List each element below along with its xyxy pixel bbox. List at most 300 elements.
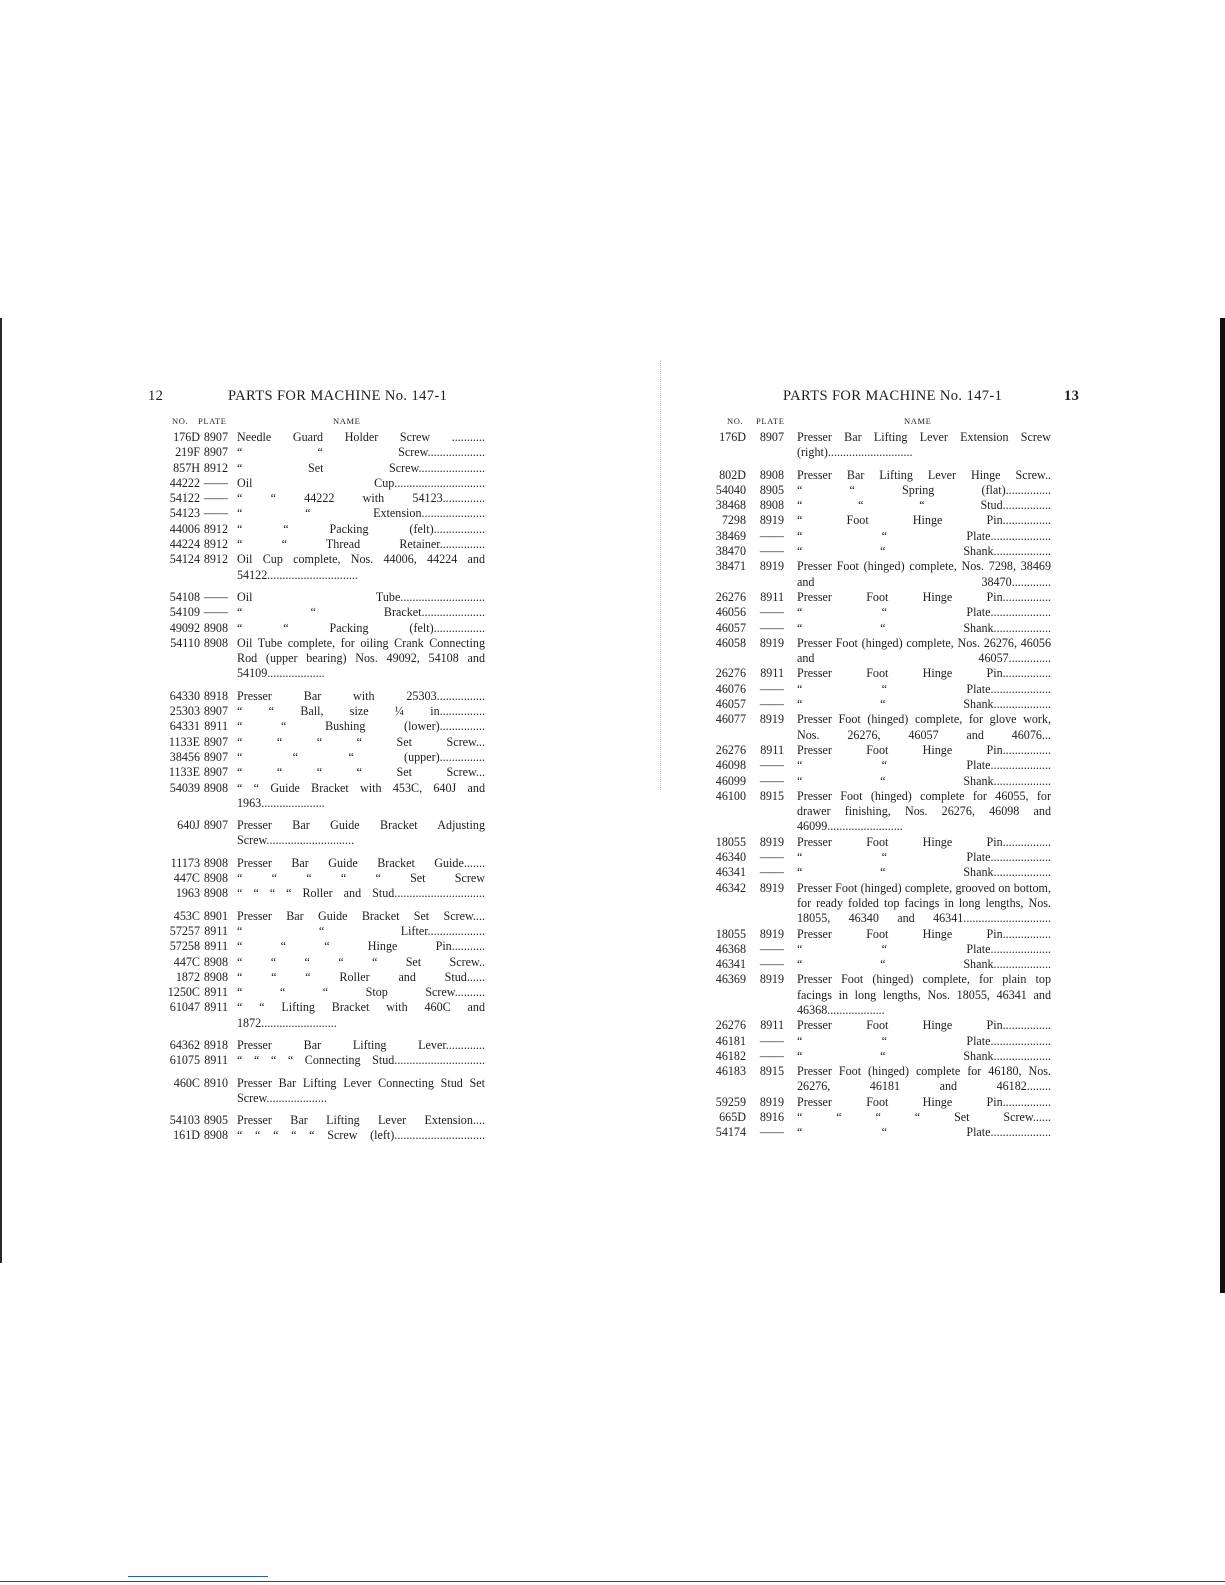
part-name: “ “ Shank...................	[797, 544, 1051, 559]
plate-number: 8907	[203, 704, 228, 719]
part-name: Presser Foot (hinged) complete, Nos. 7298, 38469 and 38470.............	[797, 559, 1051, 589]
part-number: 54123	[169, 506, 200, 521]
part-name: “ “ Lifting Bracket with 460C and 1872.........................	[237, 1000, 485, 1030]
part-name: Presser Foot Hinge Pin................	[797, 834, 1051, 849]
plate-number: 8919	[759, 712, 784, 727]
plate-number: ——	[203, 605, 228, 620]
part-number: 1133E	[168, 765, 200, 780]
part-row	[706, 498, 1051, 513]
part-name: Presser Foot Hinge Pin................	[797, 666, 1051, 681]
part-name: “ “ Lifter...................	[237, 923, 485, 938]
part-name: “ “ “ “ Connecting Stud..............................	[237, 1053, 485, 1068]
part-number: 46057	[715, 697, 746, 712]
part-name: “ “ Shank...................	[797, 957, 1051, 972]
part-name: “ “ “ “ Set Screw...	[237, 765, 485, 780]
part-name: “ “ “ (upper)...............	[237, 749, 485, 764]
part-name: “ “ Shank...................	[797, 1048, 1051, 1063]
part-row	[150, 590, 485, 605]
part-number: 38469	[715, 528, 746, 543]
plate-number: 8908	[203, 969, 228, 984]
part-row	[706, 513, 1051, 528]
part-row	[706, 850, 1051, 865]
part-number: 64331	[169, 719, 200, 734]
plate-number: 8901	[203, 908, 228, 923]
part-number: 46342	[715, 880, 746, 895]
plate-number: 8911	[204, 939, 228, 954]
plate-number: 8915	[759, 1064, 784, 1079]
plate-number: ——	[759, 528, 784, 543]
part-row	[706, 697, 1051, 712]
part-name: Presser Bar Lifting Lever Extension....	[237, 1113, 485, 1128]
part-row	[706, 972, 1051, 1018]
part-row	[706, 559, 1051, 590]
part-number: 54108	[169, 589, 200, 604]
part-name: Presser Foot Hinge Pin................	[797, 1094, 1051, 1109]
column-header-no: NO.	[172, 416, 189, 426]
part-name: “ “ Plate....................	[797, 528, 1051, 543]
plate-number: 8919	[759, 513, 784, 528]
right-page-title: PARTS FOR MACHINE No. 147-1	[783, 388, 1003, 404]
part-row	[150, 430, 485, 445]
part-name: Needle Guard Holder Screw ...........	[237, 430, 485, 444]
part-name: “ Set Screw......................	[237, 460, 485, 475]
part-number: 46058	[715, 635, 746, 650]
column-header-name: NAME	[333, 416, 361, 426]
plate-number: 8918	[203, 688, 228, 703]
part-row	[150, 476, 485, 491]
part-name: Presser Foot Hinge Pin................	[797, 589, 1051, 604]
part-number: 1250C	[167, 985, 200, 1000]
part-number: 802D	[719, 467, 746, 482]
part-number: 1872	[175, 969, 200, 984]
part-name: “ “ “ “ “ Screw (left)..............................	[237, 1128, 485, 1143]
part-name: “ “ Shank...................	[797, 773, 1051, 788]
part-number: 54122	[169, 491, 200, 506]
part-row	[706, 590, 1051, 605]
left-column-headers	[150, 416, 485, 429]
part-name: Presser Foot Hinge Pin................	[797, 742, 1051, 757]
part-number: 857H	[173, 460, 200, 475]
part-name: “ “ Plate....................	[797, 605, 1051, 620]
part-name: Presser Bar Lifting Lever Extension Screw (right)............................	[797, 430, 1051, 460]
part-row	[150, 1076, 485, 1107]
part-row	[706, 1049, 1051, 1064]
part-row	[150, 461, 485, 476]
part-number: 46057	[715, 620, 746, 635]
part-name: “ “ Extension.....................	[237, 506, 485, 521]
part-number: 18055	[715, 834, 746, 849]
plate-number: ——	[759, 681, 784, 696]
part-name: “ “ “ “ Set Screw......	[797, 1110, 1051, 1125]
plate-number: 8915	[759, 788, 784, 803]
plate-number: 8911	[204, 923, 228, 938]
part-row	[150, 621, 485, 636]
part-number: 46183	[715, 1064, 746, 1079]
part-row	[706, 1095, 1051, 1110]
part-name: “ “ Plate....................	[797, 850, 1051, 865]
part-number: 447C	[173, 954, 200, 969]
part-name: “ “ “ Stud................	[797, 498, 1051, 513]
plate-number: ——	[203, 475, 228, 490]
part-row	[706, 835, 1051, 850]
part-name: “ “ Plate....................	[797, 681, 1051, 696]
part-number: 44006	[169, 521, 200, 536]
part-number: 46369	[715, 972, 746, 987]
part-number: 57258	[169, 939, 200, 954]
part-row	[706, 1064, 1051, 1095]
part-name: “ “ Screw...................	[237, 445, 485, 460]
part-number: 46100	[715, 788, 746, 803]
part-row	[150, 765, 485, 780]
part-row	[150, 909, 485, 924]
part-number: 38468	[715, 498, 746, 513]
plate-number: 8912	[203, 537, 228, 552]
part-row	[706, 865, 1051, 880]
part-name: “ “ Plate....................	[797, 1033, 1051, 1048]
part-number: 46099	[715, 773, 746, 788]
plate-number: 8905	[759, 482, 784, 497]
plate-number: ——	[203, 589, 228, 604]
part-row	[706, 605, 1051, 620]
part-row	[150, 818, 485, 849]
scan-edge-left	[0, 318, 2, 1263]
right-page-header	[706, 388, 1080, 408]
part-row	[706, 881, 1051, 927]
part-number: 44224	[169, 537, 200, 552]
part-number: 44222	[169, 475, 200, 490]
part-row	[150, 506, 485, 521]
plate-number: 8912	[203, 521, 228, 536]
part-row	[150, 719, 485, 734]
plate-number: 8911	[760, 1018, 784, 1033]
part-name: Presser Bar Lifting Lever Hinge Screw..	[797, 467, 1051, 482]
plate-number: 8907	[203, 430, 228, 444]
right-page-number: 13	[1064, 388, 1080, 404]
part-name: “ “ “ Stop Screw..........	[237, 985, 485, 1000]
part-number: 59259	[715, 1094, 746, 1109]
part-row	[150, 871, 485, 886]
part-row	[706, 712, 1051, 743]
part-row	[706, 544, 1051, 559]
part-name: “ “ Shank...................	[797, 620, 1051, 635]
part-name: “ “ “ “ “ Set Screw	[237, 871, 485, 886]
part-number: 54039	[169, 780, 200, 795]
left-page	[150, 388, 485, 1144]
part-number: 46182	[715, 1048, 746, 1063]
part-name: “ “ Ball, size ¼ in...............	[237, 704, 485, 719]
part-name: Presser Foot Hinge Pin................	[797, 926, 1051, 941]
plate-number: 8911	[204, 1000, 228, 1015]
plate-number: 8919	[759, 559, 784, 574]
part-row	[706, 682, 1051, 697]
part-name: Presser Bar Guide Bracket Adjusting Screw.............................	[237, 818, 485, 848]
part-row	[150, 985, 485, 1000]
part-row	[150, 1128, 485, 1143]
plate-number: 8907	[203, 765, 228, 780]
part-number: 46340	[715, 850, 746, 865]
part-name: Presser Bar Guide Bracket Guide.......	[237, 855, 485, 870]
part-row	[706, 942, 1051, 957]
part-row	[150, 491, 485, 506]
part-row	[706, 1034, 1051, 1049]
part-row	[706, 666, 1051, 681]
plate-number: ——	[759, 773, 784, 788]
part-name: “ “ Thread Retainer...............	[237, 537, 485, 552]
part-name: Presser Foot (hinged) complete, for plain top facings in long lengths, Nos. 18055, 46341 and 46368...................	[797, 972, 1051, 1017]
plate-number: 8908	[203, 886, 228, 901]
part-row	[706, 636, 1051, 667]
left-page-header	[150, 388, 485, 408]
part-row	[150, 1053, 485, 1068]
part-number: 26276	[715, 666, 746, 681]
part-name: “ “ “ “ Set Screw...	[237, 734, 485, 749]
part-number: 460C	[173, 1075, 200, 1090]
part-row	[150, 886, 485, 901]
plate-number: 8910	[203, 1075, 228, 1090]
part-number: 26276	[715, 1018, 746, 1033]
part-number: 46181	[715, 1033, 746, 1048]
part-number: 25303	[169, 704, 200, 719]
plate-number: ——	[759, 544, 784, 559]
plate-number: 8908	[203, 635, 228, 650]
scan-bottom-mark	[128, 1576, 268, 1577]
plate-number: 8907	[203, 445, 228, 460]
part-name: Presser Bar with 25303................	[237, 688, 485, 703]
plate-number: 8919	[759, 926, 784, 941]
plate-number: ——	[203, 506, 228, 521]
plate-number: 8919	[759, 834, 784, 849]
part-number: 54109	[169, 605, 200, 620]
part-name: “ “ “ Roller and Stud......	[237, 969, 485, 984]
part-row	[150, 689, 485, 704]
part-row	[150, 924, 485, 939]
part-number: 46341	[715, 865, 746, 880]
plate-number: ——	[759, 620, 784, 635]
left-parts-list	[150, 430, 485, 1144]
part-name: “ “ “ “ Roller and Stud..............................	[237, 886, 485, 901]
part-number: 176D	[719, 430, 746, 444]
plate-number: 8919	[759, 880, 784, 895]
part-name: “ “ “ Hinge Pin...........	[237, 939, 485, 954]
part-number: 54103	[169, 1113, 200, 1128]
column-header-plate: PLATE	[756, 416, 785, 426]
part-number: 38456	[169, 749, 200, 764]
plate-number: 8911	[204, 1053, 228, 1068]
part-number: 54174	[715, 1125, 746, 1140]
plate-number: 8908	[203, 780, 228, 795]
part-number: 46056	[715, 605, 746, 620]
plate-number: ——	[759, 758, 784, 773]
part-row	[706, 743, 1051, 758]
part-name: Presser Bar Lifting Lever Connecting Stud Set Screw....................	[237, 1075, 485, 1105]
part-name: “ “ Shank...................	[797, 865, 1051, 880]
part-number: 57257	[169, 923, 200, 938]
part-row	[150, 605, 485, 620]
part-row	[150, 1000, 485, 1031]
part-name: Oil Cup..............................	[237, 475, 485, 490]
plate-number: 8918	[203, 1037, 228, 1052]
right-parts-list	[706, 430, 1051, 1141]
part-row	[150, 939, 485, 954]
plate-number: 8907	[203, 734, 228, 749]
left-page-title: PARTS FOR MACHINE No. 147-1	[228, 388, 448, 404]
part-row	[706, 758, 1051, 773]
part-number: 46077	[715, 712, 746, 727]
plate-number: 8908	[203, 871, 228, 886]
part-number: 1963	[175, 886, 200, 901]
part-number: 64362	[169, 1037, 200, 1052]
part-name: Presser Foot (hinged) complete for 46055, for drawer finishing, Nos. 26276, 46098 and 46099.........................	[797, 788, 1051, 834]
plate-number: ——	[759, 1125, 784, 1140]
part-row	[706, 430, 1051, 461]
plate-number: 8908	[203, 620, 228, 635]
part-row	[706, 957, 1051, 972]
part-name: “ “ Shank...................	[797, 697, 1051, 712]
part-number: 7298	[721, 513, 746, 528]
part-row	[150, 781, 485, 812]
part-name: “ “ Spring (flat)...............	[797, 482, 1051, 497]
right-column-headers	[706, 416, 1051, 429]
plate-number: 8905	[203, 1113, 228, 1128]
part-row	[150, 856, 485, 871]
plate-number: 8919	[759, 1094, 784, 1109]
part-name: “ Foot Hinge Pin................	[797, 513, 1051, 528]
part-row	[150, 750, 485, 765]
plate-number: 8908	[203, 954, 228, 969]
plate-number: 8908	[759, 467, 784, 482]
part-number: 46341	[715, 957, 746, 972]
left-page-number: 12	[148, 388, 164, 404]
part-name: Presser Foot (hinged) complete for 46180, Nos. 26276, 46181 and 46182........	[797, 1064, 1051, 1094]
part-row	[706, 468, 1051, 483]
part-number: 64330	[169, 688, 200, 703]
plate-number: 8919	[759, 972, 784, 987]
column-header-name: NAME	[904, 416, 932, 426]
plate-number: 8916	[759, 1110, 784, 1125]
part-number: 176D	[173, 430, 200, 444]
part-name: Presser Foot (hinged) complete, Nos. 26276, 46056 and 46057..............	[797, 635, 1051, 666]
part-number: 61047	[169, 1000, 200, 1015]
part-row	[150, 735, 485, 750]
plate-number: 8919	[759, 635, 784, 650]
part-row	[706, 789, 1051, 835]
part-number: 54110	[170, 635, 200, 650]
part-name: “ “ Packing (felt).................	[237, 620, 485, 635]
part-number: 46076	[715, 681, 746, 696]
part-row	[150, 522, 485, 537]
plate-number: ——	[759, 697, 784, 712]
plate-number: ——	[759, 1048, 784, 1063]
part-number: 18055	[715, 926, 746, 941]
part-name: Presser Bar Guide Bracket Set Screw....	[237, 908, 485, 923]
plate-number: 8911	[760, 742, 784, 757]
part-row	[706, 1018, 1051, 1033]
part-number: 61075	[169, 1053, 200, 1068]
part-number: 49092	[169, 620, 200, 635]
part-number: 161D	[173, 1128, 200, 1143]
part-row	[706, 529, 1051, 544]
part-row	[706, 1125, 1051, 1140]
part-name: Presser Foot (hinged) complete, grooved on bottom, for ready folded top facings in long lengths, Nos. 18055, 46340 and 46341.............................	[797, 880, 1051, 926]
part-number: 38471	[715, 559, 746, 574]
column-header-no: NO.	[727, 416, 744, 426]
part-number: 54040	[715, 482, 746, 497]
plate-number: 8911	[204, 985, 228, 1000]
plate-number: ——	[759, 957, 784, 972]
part-row	[150, 1038, 485, 1053]
part-name: “ “ 44222 with 54123..............	[237, 491, 485, 506]
right-page	[706, 388, 1080, 1141]
part-number: 640J	[177, 818, 200, 833]
plate-number: 8912	[203, 460, 228, 475]
part-number: 26276	[715, 589, 746, 604]
plate-number: ——	[759, 605, 784, 620]
part-number: 46098	[715, 758, 746, 773]
part-row	[706, 774, 1051, 789]
plate-number: 8912	[203, 552, 228, 567]
part-name: “ “ Bracket.....................	[237, 605, 485, 620]
plate-number: ——	[203, 491, 228, 506]
part-row	[706, 483, 1051, 498]
plate-number: 8907	[203, 818, 228, 833]
column-header-plate: PLATE	[198, 416, 227, 426]
part-number: 665D	[719, 1110, 746, 1125]
part-name: Oil Tube complete, for oiling Crank Connecting Rod (upper bearing) Nos. 49092, 54108 and 54109...................	[237, 635, 485, 681]
part-row	[150, 1113, 485, 1128]
part-number: 46368	[715, 941, 746, 956]
part-row	[150, 552, 485, 583]
part-name: “ “ Plate....................	[797, 758, 1051, 773]
plate-number: ——	[759, 941, 784, 956]
plate-number: 8907	[203, 749, 228, 764]
part-number: 26276	[715, 742, 746, 757]
plate-number: ——	[759, 865, 784, 880]
part-name: Presser Bar Lifting Lever.............	[237, 1037, 485, 1052]
part-row	[150, 955, 485, 970]
plate-number: 8911	[204, 719, 228, 734]
part-number: 453C	[173, 908, 200, 923]
part-number: 447C	[173, 871, 200, 886]
scan-bottom-edge	[0, 1581, 1225, 1582]
plate-number: 8908	[759, 498, 784, 513]
plate-number: 8911	[760, 666, 784, 681]
part-name: Oil Tube............................	[237, 589, 485, 604]
plate-number: 8907	[759, 430, 784, 444]
scan-edge-right	[1220, 318, 1225, 1293]
part-name: “ “ Bushing (lower)...............	[237, 719, 485, 734]
part-number: 54124	[169, 552, 200, 567]
part-row	[150, 445, 485, 460]
part-name: “ “ Packing (felt).................	[237, 521, 485, 536]
part-row	[706, 1110, 1051, 1125]
plate-number: 8908	[203, 1128, 228, 1143]
part-row	[150, 704, 485, 719]
plate-number: ——	[759, 850, 784, 865]
plate-number: 8911	[760, 589, 784, 604]
part-row	[150, 970, 485, 985]
part-number: 1133E	[168, 734, 200, 749]
part-number: 38470	[715, 544, 746, 559]
part-row	[150, 537, 485, 552]
part-name: Oil Cup complete, Nos. 44006, 44224 and 54122..............................	[237, 552, 485, 582]
part-row	[706, 621, 1051, 636]
part-name: “ “ Plate....................	[797, 1125, 1051, 1140]
part-name: “ “ Plate....................	[797, 941, 1051, 956]
part-name: Presser Foot (hinged) complete, for glove work, Nos. 26276, 46057 and 46076...	[797, 712, 1051, 742]
part-row	[706, 927, 1051, 942]
part-name: Presser Foot Hinge Pin................	[797, 1018, 1051, 1033]
page-gutter	[660, 360, 661, 790]
